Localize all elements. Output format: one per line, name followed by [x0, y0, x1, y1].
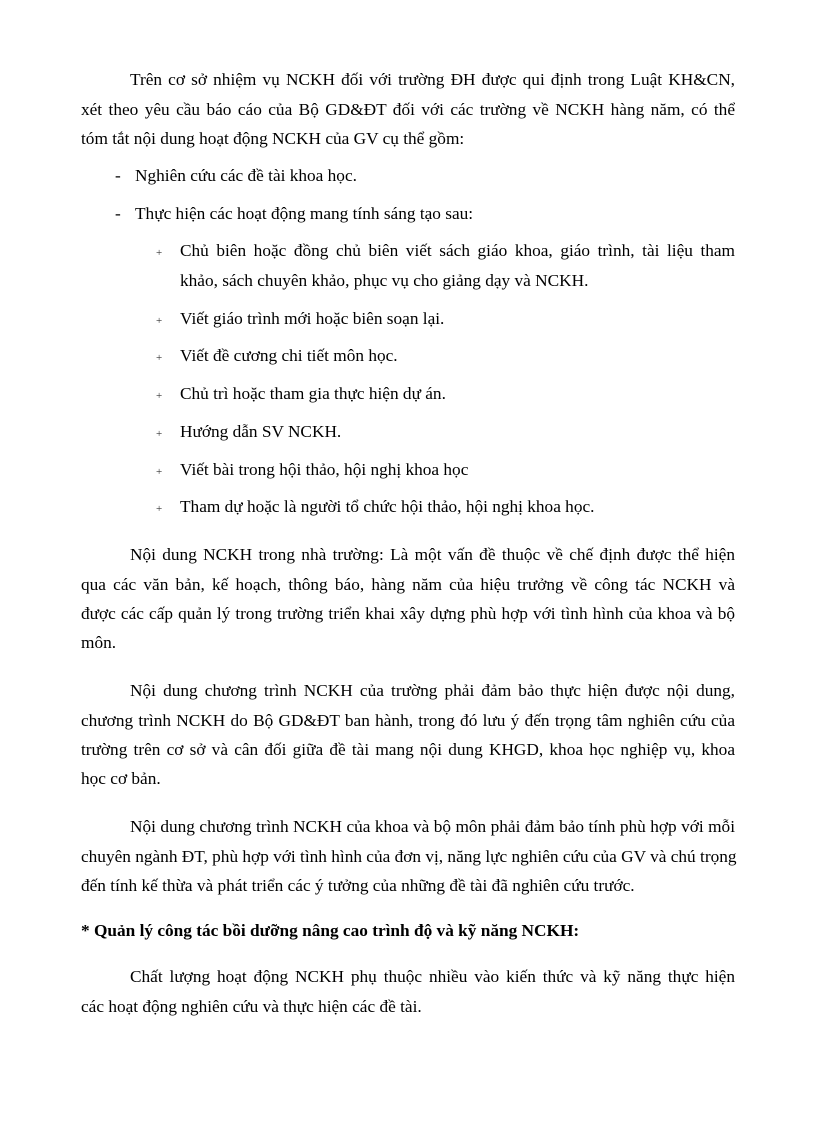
- list-item: Chủ biên hoặc đồng chủ biên viết sách giáo khoa, giáo trình, tài liệu tham: [180, 241, 735, 260]
- text-line: các hoạt động nghiên cứu và thực hiện các đề tài.: [81, 997, 422, 1016]
- text-line: được các cấp quản lý trong trường triển khai xây dựng phù hợp với tình hình của khoa và bộ: [81, 604, 735, 623]
- list-item: Thực hiện các hoạt động mang tính sáng tạo sau:: [135, 204, 474, 223]
- text-line: Chất lượng hoạt động NCKH phụ thuộc nhiều vào kiến thức và kỹ năng thực hiện: [130, 967, 735, 986]
- list-item: Viết bài trong hội thảo, hội nghị khoa học: [180, 460, 469, 479]
- dash-marker: -: [115, 204, 121, 223]
- list-item: Viết đề cương chi tiết môn học.: [180, 346, 398, 365]
- list-item: Tham dự hoặc là người tổ chức hội thảo, hội nghị khoa học.: [180, 497, 595, 516]
- plus-marker: +: [156, 390, 163, 402]
- text-line: Trên cơ sở nhiệm vụ NCKH đối với trường ĐH được qui định trong Luật KH&CN,: [130, 70, 735, 89]
- plus-marker: +: [156, 352, 163, 364]
- text-line: môn.: [81, 633, 117, 652]
- section-heading: * Quản lý công tác bồi dưỡng nâng cao trình độ và kỹ năng NCKH:: [81, 921, 580, 940]
- plus-marker: +: [156, 247, 163, 259]
- text-line: Nội dung NCKH trong nhà trường: Là một vấn đề thuộc về chế định được thể hiện: [130, 545, 735, 564]
- list-item: Viết giáo trình mới hoặc biên soạn lại.: [180, 309, 445, 328]
- text-line: Nội dung chương trình NCKH của khoa và bộ môn phải đảm bảo tính phù hợp với mỗi: [130, 817, 735, 836]
- plus-marker: +: [156, 315, 163, 327]
- text-line: đến tính kế thừa và phát triển các ý tưởng của những đề tài đã nghiên cứu trước.: [81, 876, 635, 895]
- text-line: học cơ bản.: [81, 769, 161, 788]
- plus-marker: +: [156, 428, 163, 440]
- list-item: Nghiên cứu các đề tài khoa học.: [135, 166, 357, 185]
- text-line: xét theo yêu cầu báo cáo của Bộ GD&ĐT đối với các trường về NCKH hàng năm, có thể: [81, 100, 735, 119]
- text-line: trường trên cơ sở và cân đối giữa đề tài mang nội dung KHGD, khoa học nghiệp vụ, khoa: [81, 740, 735, 759]
- list-item: Chủ trì hoặc tham gia thực hiện dự án.: [180, 384, 446, 403]
- text-line: chương trình NCKH do Bộ GD&ĐT ban hành, trong đó lưu ý đến trọng tâm nghiên cứu của: [81, 711, 735, 730]
- text-line: Nội dung chương trình NCKH của trường phải đảm bảo thực hiện được nội dung,: [130, 681, 735, 700]
- list-item: Hướng dẫn SV NCKH.: [180, 422, 342, 441]
- dash-marker: -: [115, 166, 121, 185]
- text-line: tóm tắt nội dung hoạt động NCKH của GV cụ thể gồm:: [81, 129, 465, 148]
- list-item-continuation: khảo, sách chuyên khảo, phục vụ cho giảng dạy và NCKH.: [180, 271, 589, 290]
- text-line: chuyên ngành ĐT, phù hợp với tình hình của đơn vị, năng lực nghiên cứu của GV và chú trọng: [81, 847, 737, 866]
- plus-marker: +: [156, 503, 163, 515]
- plus-marker: +: [156, 466, 163, 478]
- text-line: qua các văn bản, kế hoạch, thông báo, hàng năm của hiệu trưởng về công tác NCKH và: [81, 575, 735, 594]
